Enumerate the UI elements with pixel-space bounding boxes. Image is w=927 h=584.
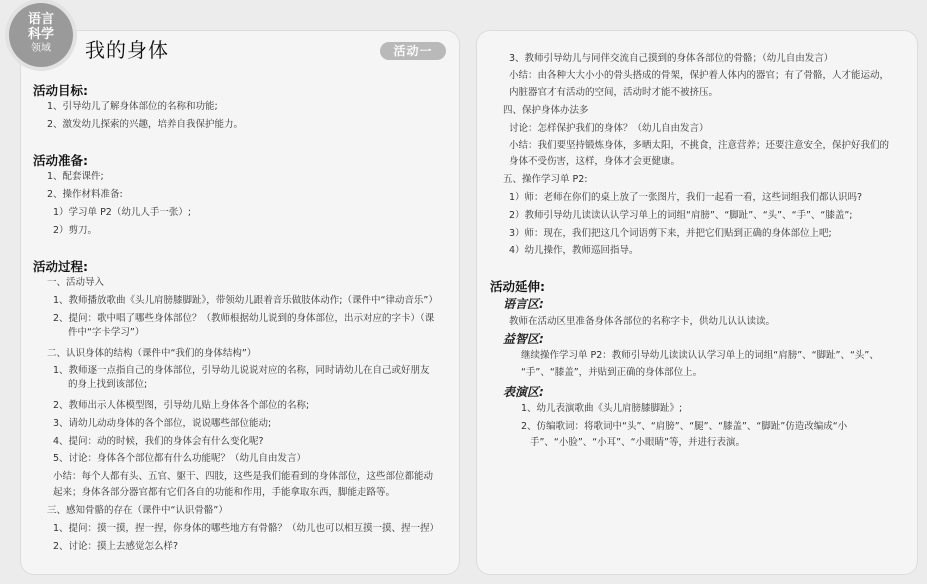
right-line: 2）教师引导幼儿读读认认学习单上的词组“肩膀”、“脚趾”、“头”、“手”、“膝盖”; xyxy=(509,210,853,221)
perform-area-heading: 表演区: xyxy=(503,385,544,399)
process-heading: 活动过程: xyxy=(33,259,88,274)
process-line: 1、提问：摸一摸，捏一捏，你身体的哪些地方有骨骼？（幼儿也可以相互摸一摸、捏一捏） xyxy=(53,523,440,534)
right-line: 3、教师引导幼儿与同伴交流自己摸到的身体各部位的骨骼；（幼儿自由发言） xyxy=(509,53,834,64)
process-line: 件中“字卡学习”） xyxy=(68,327,145,338)
domain-badge xyxy=(9,3,73,67)
right-line: 讨论：怎样保护我们的身体？（幼儿自由发言） xyxy=(509,123,709,134)
prep-item: 2）剪刀。 xyxy=(53,225,98,236)
goals-heading: 活动目标: xyxy=(33,83,88,98)
page-title: 我的身体 xyxy=(85,38,169,62)
process-line: 一、活动导入 xyxy=(47,277,105,288)
badge-line-2: 科学 xyxy=(27,27,54,42)
process-line: 2、提问：歌中唱了哪些身体部位？（教师根据幼儿说到的身体部位，出示对应的字卡）（课 xyxy=(53,313,435,324)
puzzle-area-text: “手”、“膝盖”，并贴到正确的身体部位上。 xyxy=(521,367,703,378)
process-line: 2、教师出示人体模型图，引导幼儿贴上身体各个部位的名称; xyxy=(53,400,310,411)
prep-heading: 活动准备: xyxy=(33,153,88,168)
language-area-heading: 语言区: xyxy=(503,297,544,311)
process-line: 3、请幼儿动动身体的各个部位，说说哪些部位能动; xyxy=(53,418,272,429)
right-line: 3）师：现在，我们把这几个词语剪下来，并把它们贴到正确的身体部位上吧; xyxy=(509,228,832,239)
extension-heading: 活动延伸: xyxy=(490,279,545,294)
language-area-text: 教师在活动区里准备身体各部位的名称字卡，供幼儿认认读读。 xyxy=(509,316,776,327)
activity-label: 活动一 xyxy=(380,42,446,60)
process-line: 的身上找到该部位; xyxy=(68,379,148,390)
goal-item: 2、激发幼儿探索的兴趣，培养自我保护能力。 xyxy=(47,119,244,130)
right-line: 小结：由各种大大小小的骨头搭成的骨架，保护着人体内的器官；有了骨骼，人才能运动， xyxy=(509,70,890,81)
prep-item: 1）学习单 P2（幼儿人手一张）; xyxy=(53,207,192,218)
process-line: 起来；身体各部分器官都有它们各自的功能和作用，手能拿取东西，脚能走路等。 xyxy=(53,487,396,498)
puzzle-area-text: 继续操作学习单 P2：教师引导幼儿读读认认学习单上的词组“肩膀”、“脚趾”、“头”、 xyxy=(521,350,879,361)
right-line: 内脏器官才有活动的空间，活动时才能不被挤压。 xyxy=(509,87,719,98)
process-line: 二、认识身体的结构（课件中“我们的身体结构”） xyxy=(47,348,257,359)
right-line: 五、操作学习单 P2: xyxy=(503,174,588,185)
puzzle-area-heading: 益智区: xyxy=(503,332,544,346)
right-line: 四、保护身体办法多 xyxy=(503,105,589,116)
right-line: 1）师：老师在你们的桌上放了一张图片，我们一起看一看，这些词组我们都认识吗? xyxy=(509,192,863,203)
right-line: 4）幼儿操作，教师巡回指导。 xyxy=(509,245,639,256)
perform-area-text: 手”、“小脸”、“小耳”、“小眼睛”等，并进行表演。 xyxy=(530,437,745,448)
prep-item: 2、操作材料准备: xyxy=(47,189,123,200)
process-line: 小结：每个人都有头、五官、躯干、四肢，这些是我们能看到的身体部位，这些部位都能动 xyxy=(53,471,434,482)
prep-item: 1、配套课件; xyxy=(47,171,104,182)
process-line: 三、感知骨骼的存在（课件中“认识骨骼”） xyxy=(47,505,228,516)
right-line: 身体不受伤害，这样，身体才会更健康。 xyxy=(509,156,681,167)
right-line: 小结：我们要坚持锻炼身体，多晒太阳，不挑食，注意营养；还要注意安全，保护好我们的 xyxy=(509,140,890,151)
badge-line-3: 领域 xyxy=(31,43,51,54)
goal-item: 1、引导幼儿了解身体部位的名称和功能; xyxy=(47,101,218,112)
badge-line-1: 语言 xyxy=(27,12,54,27)
process-line: 5、讨论：身体各个部位都有什么功能呢？（幼儿自由发言） xyxy=(53,453,307,464)
perform-area-text: 1、幼儿表演歌曲《头儿肩膀膝脚趾》; xyxy=(521,403,683,414)
process-line: 2、讨论：摸上去感觉怎么样? xyxy=(53,541,179,552)
perform-area-text: 2、仿编歌词：将歌词中“头”、“肩膀”、“腿”、“膝盖”、“脚趾”仿造改编成“小 xyxy=(521,421,848,432)
process-line: 4、提问：动的时候，我们的身体会有什么变化呢? xyxy=(53,436,264,447)
process-line: 1、教师播放歌曲《头儿肩膀膝脚趾》，带领幼儿跟着音乐做肢体动作;（课件中“律动音乐”） xyxy=(53,295,438,306)
process-line: 1、教师逐一点指自己的身体部位，引导幼儿说说对应的名称，同时请幼儿在自己或好朋友 xyxy=(53,365,430,376)
